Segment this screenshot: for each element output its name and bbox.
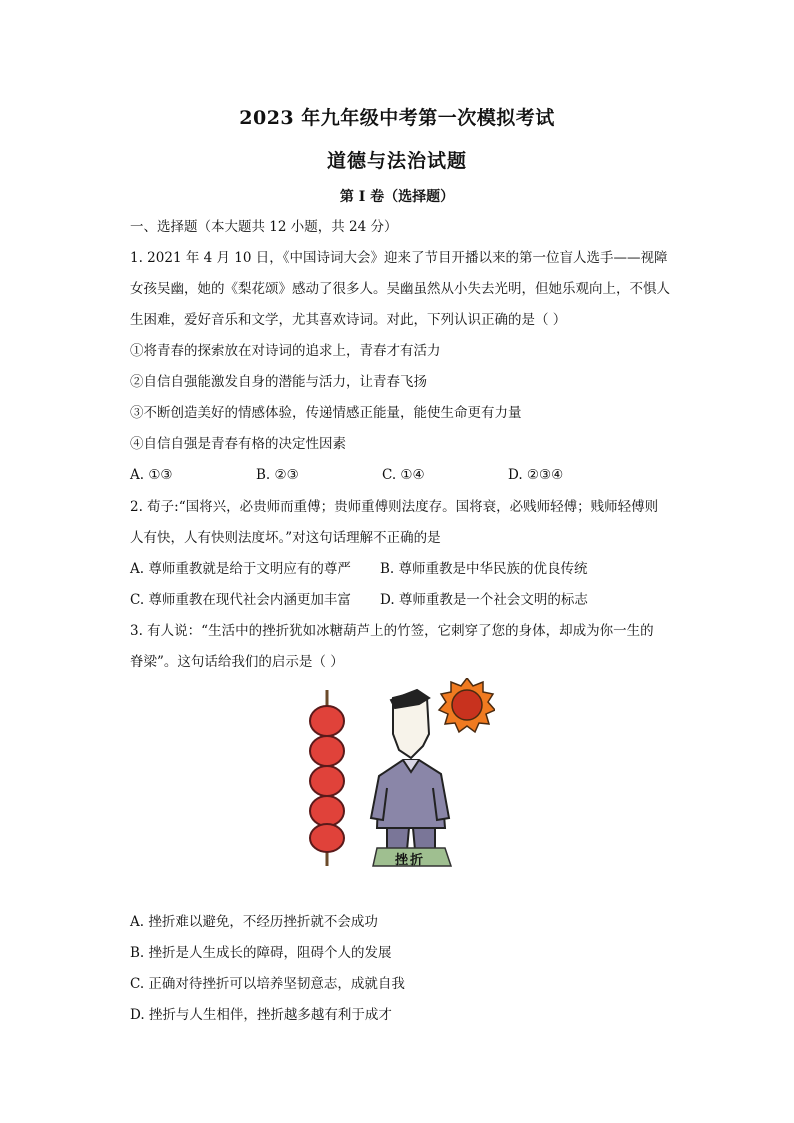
q2-options-row-1	[130, 560, 670, 578]
q2-option-b[interactable]: B. 尊师重教是中华民族的优良传统	[380, 561, 588, 577]
exam-title: 2023 年九年级中考第一次模拟考试	[239, 107, 555, 129]
q1-item-4: ④自信自强是青春有格的决定性因素	[130, 436, 346, 452]
q1-option-d[interactable]: D. ②③④	[508, 467, 564, 483]
section-heading: 一、选择题（本大题共 12 小题，共 24 分）	[130, 219, 398, 235]
q1-options	[130, 466, 670, 484]
q1-line-3: 生困难，爱好音乐和文学，尤其喜欢诗词。对此，下列认识正确的是（ ）	[130, 312, 567, 328]
q2-line-2: 人有快，人有快则法度坏。”对这句话理解不正确的是	[130, 530, 441, 546]
q3-line-2: 脊梁”。这句话给我们的启示是（ ）	[130, 654, 344, 670]
hawthorn-balls	[310, 706, 344, 852]
person-figure	[371, 690, 449, 850]
q3-line-1: 3. 有人说：“生活中的挫折犹如冰糖葫芦上的竹签，它刺穿了您的身体，却成为你一生的	[130, 623, 654, 639]
q1-option-a[interactable]: A. ①③	[130, 467, 173, 483]
q3-option-a[interactable]: A. 挫折难以避免，不经历挫折就不会成功	[130, 914, 378, 930]
q1-option-c[interactable]: C. ①④	[382, 467, 425, 483]
q1-item-3: ③不断创造美好的情感体验，传递情感正能量，能使生命更有力量	[130, 405, 522, 421]
tanghulu-cartoon	[295, 678, 495, 870]
q1-line-1: 1. 2021 年 4 月 10 日，《中国诗词大会》迎来了节目开播以来的第一位盲人选手——视障	[130, 250, 668, 266]
q1-option-b[interactable]: B. ②③	[256, 467, 299, 483]
q2-line-1: 2. 荀子:“国将兴，必贵师而重傅；贵师重傅则法度存。国将衰，必贱师轻傅；贱师轻傅则	[130, 499, 659, 515]
q1-item-2: ②自信自强能激发自身的潜能与活力，让青春飞扬	[130, 374, 427, 390]
q2-option-d[interactable]: D. 尊师重教是一个社会文明的标志	[380, 592, 588, 608]
q2-option-c[interactable]: C. 尊师重教在现代社会内涵更加丰富	[130, 592, 351, 608]
exam-subtitle: 道德与法治试题	[326, 150, 467, 172]
q3-option-b[interactable]: B. 挫折是人生成长的障碍，阻碍个人的发展	[130, 945, 392, 961]
q3-option-c[interactable]: C. 正确对待挫折可以培养坚韧意志，成就自我	[130, 976, 405, 992]
q1-item-1: ①将青春的探索放在对诗词的追求上，青春才有活力	[130, 343, 441, 359]
frustration-label: 挫折	[394, 853, 425, 868]
q3-option-d[interactable]: D. 挫折与人生相伴，挫折越多越有利于成才	[130, 1007, 392, 1023]
q2-option-a[interactable]: A. 尊师重教就是给于文明应有的尊严	[130, 561, 351, 577]
q3-illustration	[295, 678, 495, 870]
q1-line-2: 女孩吴幽，她的《梨花颂》感动了很多人。吴幽虽然从小失去光明，但她乐观向上，不惧人	[130, 281, 670, 297]
part-heading: 第 I 卷（选择题）	[339, 189, 455, 205]
sun-icon	[439, 678, 495, 732]
q2-options-row-2	[130, 591, 670, 609]
